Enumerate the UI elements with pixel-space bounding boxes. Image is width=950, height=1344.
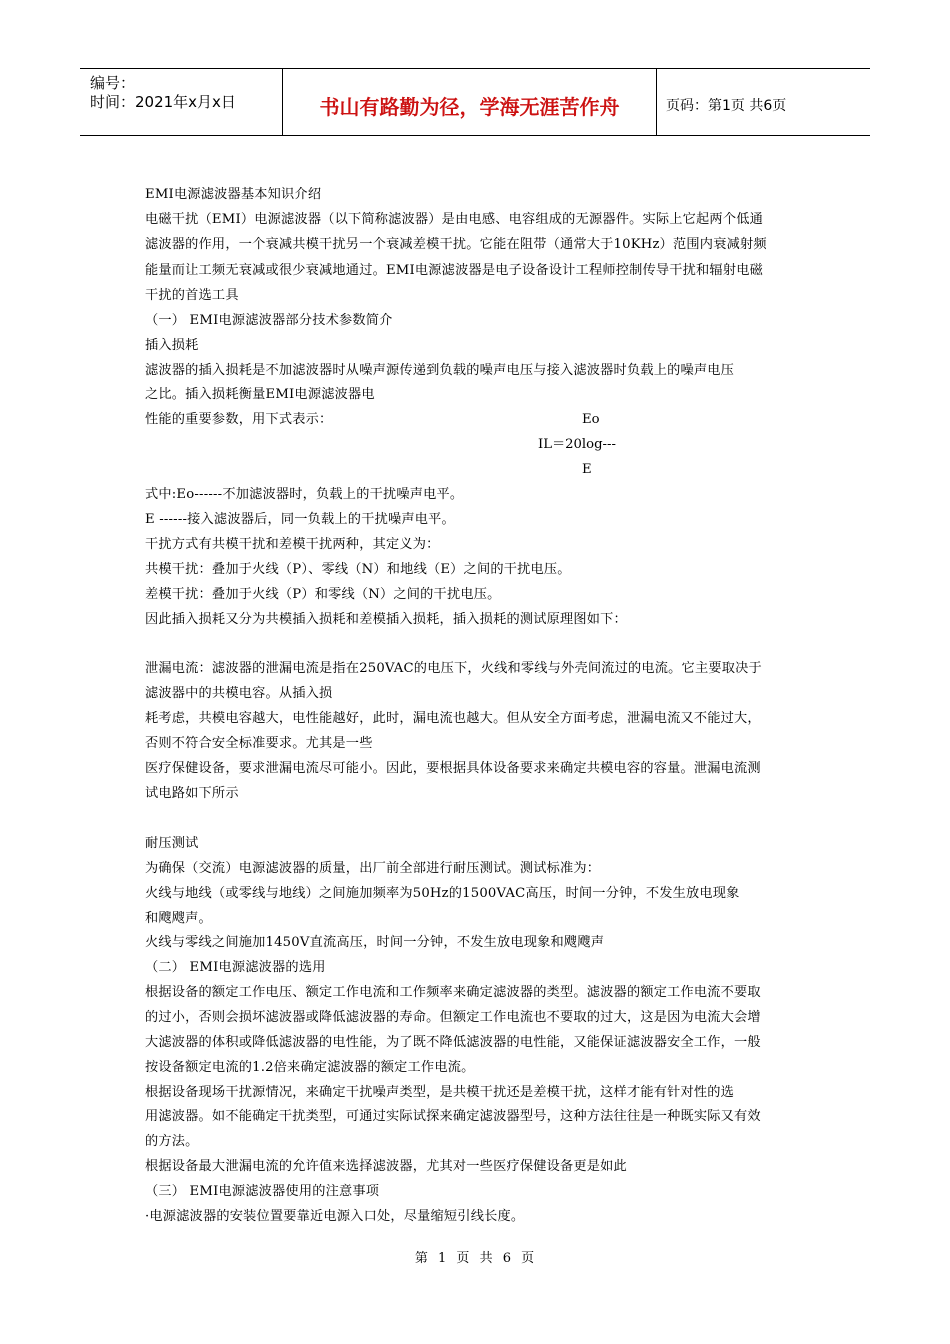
header-meta-cell: [80, 69, 283, 135]
paragraph-line: 干扰方式有共模干扰和差模干扰两种，其定义为：: [145, 537, 440, 552]
page-footer: [0, 1247, 950, 1266]
paragraph-line: 能量而让工频无衰减或很少衰减地通过。EMI电源滤波器是电子设备设计工程师控制传导干扰和辐射电磁: [145, 263, 763, 278]
paragraph-line: 用滤波器。如不能确定干扰类型，可通过实际试探来确定滤波器型号，这种方法往往是一种既实际又有效: [145, 1109, 761, 1124]
section-heading: （三） EMI电源滤波器使用的注意事项: [145, 1184, 380, 1199]
paragraph-line: 滤波器的作用，一个衰减共模干扰另一个衰减差模干扰。它能在阻带（通常大于10KHz）范围内衰减射频: [145, 237, 767, 252]
subheading: 耐压测试: [145, 836, 199, 851]
subheading: 插入损耗: [145, 338, 199, 353]
formula-denominator: E: [582, 462, 592, 477]
paragraph-line: 式中:Eo------不加滤波器时，负载上的干扰噪声电平。: [145, 487, 464, 502]
header-page-info: 页码：第1页 共6页: [666, 97, 787, 114]
paragraph-line: 否则不符合安全标准要求。尤其是一些: [145, 736, 373, 751]
paragraph-line: 火线与地线（或零线与地线）之间施加频率为50Hz的1500VAC高压，时间一分钟，不发生放电现象: [145, 886, 740, 901]
footer-current-page: 1: [437, 1251, 448, 1266]
paragraph-line: 按设备额定电流的1.2倍来确定滤波器的额定工作电流。: [145, 1060, 475, 1075]
paragraph-line: 根据设备最大泄漏电流的允许值来选择滤波器，尤其对一些医疗保健设备更是如此: [145, 1159, 627, 1174]
footer-text: 共: [479, 1251, 494, 1266]
paragraph-line: 之比。插入损耗衡量EMI电源滤波器电: [145, 387, 375, 402]
paragraph-line: 医疗保健设备，要求泄漏电流尽可能小。因此，要根据具体设备要求来确定共模电容的容量。泄漏电流测: [145, 761, 761, 776]
paragraph-line: 试电路如下所示: [145, 786, 239, 801]
footer-text: 第: [414, 1251, 429, 1266]
footer-text: 页: [456, 1251, 471, 1266]
paragraph-line: 共模干扰：叠加于火线（P）、零线（N）和地线（E）之间的干扰电压。: [145, 562, 571, 577]
paragraph-line: 根据设备的额定工作电压、额定工作电流和工作频率来确定滤波器的类型。滤波器的额定工作电流不要取: [145, 985, 761, 1000]
doc-title: EMI电源滤波器基本知识介绍: [145, 187, 322, 202]
paragraph-line: 的方法。: [145, 1134, 199, 1149]
paragraph-line: ·电源滤波器的安装位置要靠近电源入口处，尽量缩短引线长度。: [145, 1209, 525, 1224]
paragraph-line: 干扰的首选工具: [145, 288, 239, 303]
section-heading: （二） EMI电源滤波器的选用: [145, 960, 326, 975]
footer-total-pages: 6: [502, 1251, 512, 1266]
paragraph-line: 根据设备现场干扰源情况，来确定干扰噪声类型，是共模干扰还是差模干扰，这样才能有针对性的选: [145, 1085, 735, 1100]
paragraph-line: 因此插入损耗又分为共模插入损耗和差模插入损耗，插入损耗的测试原理图如下：: [145, 612, 627, 627]
paragraph-line: 的过小，否则会损坏滤波器或降低滤波器的寿命。但额定工作电流也不要取的过大，这是因为电流大会增: [145, 1010, 761, 1025]
date-label: 时间：2021年x月x日: [90, 93, 236, 111]
formula-equation: IL＝20log---: [538, 437, 616, 452]
section-heading: （一） EMI电源滤波器部分技术参数简介: [145, 313, 393, 328]
paragraph-line: 火线与零线之间施加1450V直流高压，时间一分钟，不发生放电现象和飕飕声: [145, 935, 605, 950]
paragraph-line: 和飕飕声。: [145, 911, 212, 926]
footer-text: 页: [521, 1251, 536, 1266]
formula-numerator: Eo: [582, 412, 600, 427]
header-motto: 书山有路勤为径，学海无涯苦作舟: [283, 69, 657, 135]
header-table: [80, 68, 870, 136]
paragraph-line: 滤波器中的共模电容。从插入损: [145, 686, 333, 701]
paragraph-line: E ------接入滤波器后，同一负载上的干扰噪声电平。: [145, 512, 455, 527]
paragraph-line: 泄漏电流：滤波器的泄漏电流是指在250VAC的电压下，火线和零线与外壳间流过的电流。它主要取决于: [145, 661, 762, 676]
paragraph-line: 耗考虑，共模电容越大，电性能越好，此时，漏电流也越大。但从安全方面考虑，泄漏电流又不能过大，: [145, 711, 761, 726]
paragraph-line: 差模干扰：叠加于火线（P）和零线（N）之间的干扰电压。: [145, 587, 501, 602]
paragraph-line: 电磁干扰（EMI）电源滤波器（以下简称滤波器）是由电感、电容组成的无源器件。实际上它起两个低通: [145, 212, 763, 227]
paragraph-line: 大滤波器的体积或降低滤波器的电性能，为了既不降低滤波器的电性能，又能保证滤波器安全工作，一般: [145, 1035, 761, 1050]
number-label: 编号：: [90, 74, 136, 92]
paragraph-line: 滤波器的插入损耗是不加滤波器时从噪声源传递到负载的噪声电压与接入滤波器时负载上的噪声电压: [145, 363, 735, 378]
paragraph-line: 为确保（交流）电源滤波器的质量，出厂前全部进行耐压测试。测试标准为：: [145, 861, 601, 876]
paragraph-line: 性能的重要参数，用下式表示：: [145, 412, 333, 427]
